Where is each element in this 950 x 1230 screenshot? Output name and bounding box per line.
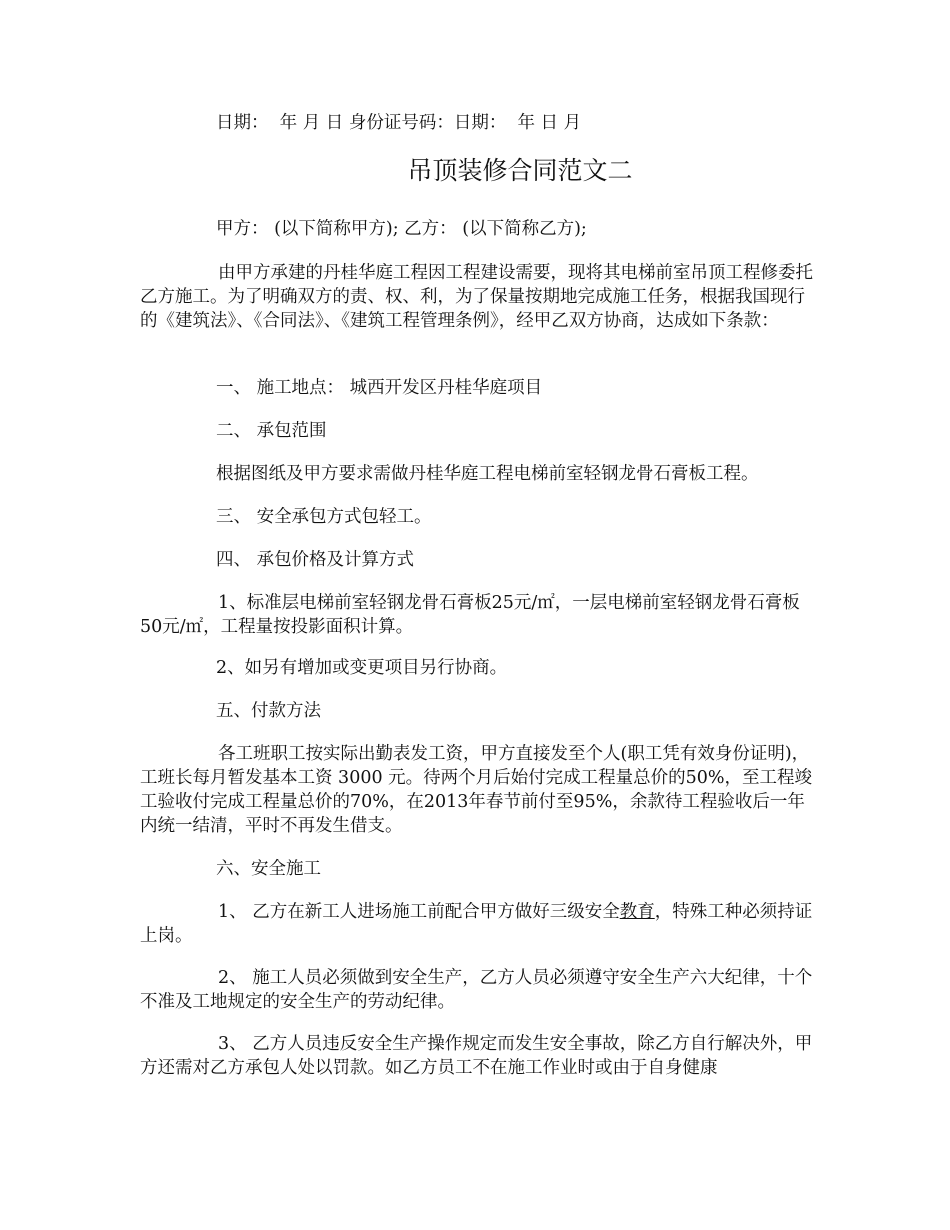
section-5-body-text: 各工班职工按实际出勤表发工资，甲方直接发至个人(职工凭有效身份证明)，工班长每月暂发基本工资 3000 元。待两个月后始付完成工程量总价的50%，至工程竣工验收付完成工程量总价的70%，在2013年春节前付至95%，余款待工程验收后一年内统一结清，平时不再发生借支。	[140, 744, 813, 836]
section-3-heading: 三、 安全承包方式包轻工。	[216, 507, 432, 527]
section-5-heading: 五、付款方法	[216, 701, 321, 721]
document-title: 吊顶装修合同范文二	[407, 156, 633, 185]
section-2-body: 根据图纸及甲方要求需做丹桂华庭工程电梯前室轻钢龙骨石膏板工程。	[216, 464, 759, 484]
section-4-item-2: 2、如另有增加或变更项目另行协商。	[216, 658, 508, 678]
section-4-heading: 四、 承包价格及计算方式	[216, 550, 415, 570]
section-6-item-3-text: 3、 乙方人员违反安全生产操作规定而发生安全事故，除乙方自行解决外，甲方还需对乙方承包人处以罚款。如乙方员工不在施工作业时或由于自身健康	[140, 1034, 813, 1078]
section-1-location: 一、 施工地点： 城西开发区丹桂华庭项目	[216, 378, 543, 398]
parties-line: 甲方： (以下简称甲方); 乙方： (以下简称乙方);	[216, 219, 587, 239]
section-6-item-1-text-b: ，特殊工种必须持证上岗。	[140, 902, 813, 946]
section-6-item-1-underlined: 教育	[619, 902, 655, 922]
section-6-item-1-text-a: 1、 乙方在新工人进场施工前配合甲方做好三级安全	[218, 902, 620, 922]
section-2-heading: 二、 承包范围	[216, 421, 327, 441]
section-4-item-1-text: 1、标准层电梯前室轻钢龙骨石膏板25元/㎡，一层电梯前室轻钢龙骨石膏板50元/㎡，工程量按投影面积计算。	[140, 593, 800, 637]
intro-paragraph	[140, 261, 816, 333]
section-6-item-1	[140, 900, 816, 948]
intro-text: 由甲方承建的丹桂华庭工程因工程建设需要，现将其电梯前室吊顶工程修委托乙方施工。为了明确双方的责、权、利，为了保量按期地完成施工任务，根据我国现行的《建筑法》、《合同法》、《建筑工程管理条例》，经甲乙双方协商，达成如下条款：	[140, 263, 813, 331]
section-6-item-3	[140, 1032, 816, 1080]
section-6-heading: 六、安全施工	[216, 859, 321, 879]
section-6-item-2-text: 2、 施工人员必须做到安全生产，乙方人员必须遵守安全生产六大纪律，十个不准及工地规定的安全生产的劳动纪律。	[140, 968, 813, 1012]
header-date-line: 日期： 年 月 日 身份证号码：日期： 年 日 月	[216, 113, 582, 133]
section-4-item-1	[140, 591, 816, 639]
section-6-item-2	[140, 966, 816, 1014]
section-5-body	[140, 742, 816, 838]
